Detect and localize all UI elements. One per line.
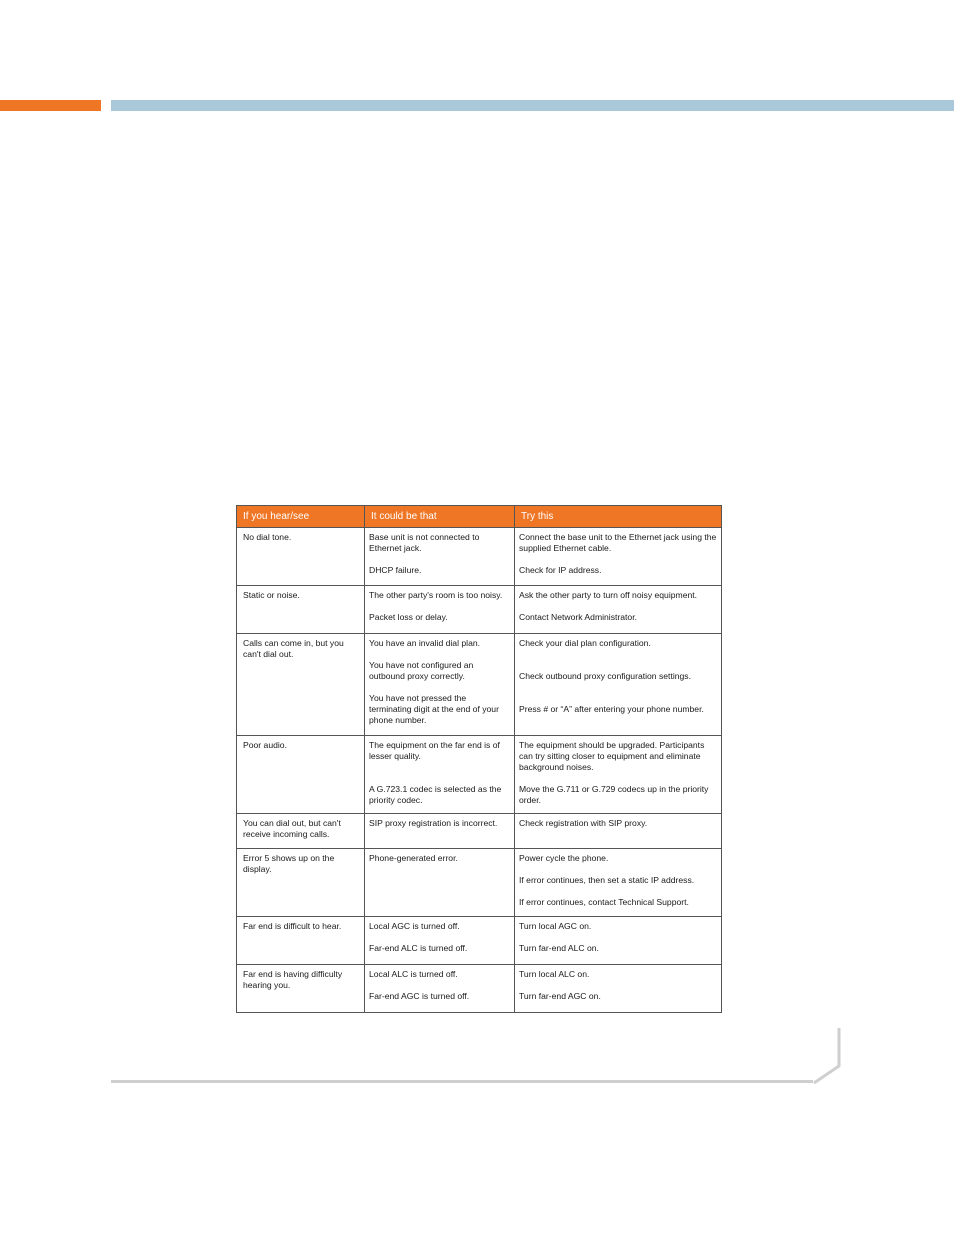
fix-text: Turn local AGC on. xyxy=(519,921,592,931)
cause-text: Local ALC is turned off. xyxy=(369,969,458,979)
fix-cell xyxy=(515,634,722,736)
cause-text: Packet loss or delay. xyxy=(369,612,448,622)
table-row xyxy=(237,849,722,917)
fix-text: Check outbound proxy configuration settings. xyxy=(519,671,691,681)
symptom-text: Poor audio. xyxy=(243,740,287,750)
symptom-cell xyxy=(237,917,365,965)
fix-text: Contact Network Administrator. xyxy=(519,612,637,622)
fix-text: Turn far-end AGC on. xyxy=(519,991,601,1001)
symptom-cell xyxy=(237,814,365,849)
table-row xyxy=(237,586,722,634)
fix-cell xyxy=(515,849,722,917)
cause-text: A G.723.1 codec is selected as the priority codec. xyxy=(369,784,502,805)
footer-rule xyxy=(111,1080,813,1083)
symptom-cell xyxy=(237,586,365,634)
cause-text: The other party's room is too noisy. xyxy=(369,590,503,600)
fix-text: Check registration with SIP proxy. xyxy=(519,818,648,828)
fix-text: Turn local ALC on. xyxy=(519,969,590,979)
symptom-text: Far end is having difficulty hearing you. xyxy=(243,969,343,990)
fix-cell xyxy=(515,814,722,849)
fix-text: The equipment should be upgraded. Participants can try sitting closer to equipment and eliminate background noises. xyxy=(519,740,705,772)
cause-text: Local AGC is turned off. xyxy=(369,921,460,931)
cause-cell xyxy=(365,634,515,736)
symptom-cell xyxy=(237,634,365,736)
cause-cell xyxy=(365,849,515,917)
table-row xyxy=(237,814,722,849)
cause-cell xyxy=(365,965,515,1013)
symptom-cell xyxy=(237,849,365,917)
fix-text: Ask the other party to turn off noisy equipment. xyxy=(519,590,698,600)
footer-corner-decoration xyxy=(808,1028,848,1086)
cause-text: Base unit is not connected to Ethernet jack. xyxy=(369,532,480,553)
table-row xyxy=(237,634,722,736)
symptom-text: Calls can come in, but you can't dial out. xyxy=(243,638,344,659)
cause-text: DHCP failure. xyxy=(369,565,422,575)
cause-cell xyxy=(365,586,515,634)
cause-text: SIP proxy registration is incorrect. xyxy=(369,818,498,828)
fix-cell xyxy=(515,917,722,965)
fix-text: Power cycle the phone. xyxy=(519,853,609,863)
cause-text: Phone-generated error. xyxy=(369,853,458,863)
cause-text: The equipment on the far end is of lesser quality. xyxy=(369,740,500,761)
fix-cell xyxy=(515,586,722,634)
fix-text: Turn far-end ALC on. xyxy=(519,943,599,953)
cause-text: You have not configured an outbound proxy correctly. xyxy=(369,660,474,681)
table-row xyxy=(237,917,722,965)
fix-text: Press # or “A” after entering your phone number. xyxy=(519,704,704,714)
table-row xyxy=(237,528,722,586)
symptom-text: You can dial out, but can't receive incoming calls. xyxy=(243,818,341,839)
cause-cell xyxy=(365,917,515,965)
symptom-cell xyxy=(237,528,365,586)
fix-text: Move the G.711 or G.729 codecs up in the priority order. xyxy=(519,784,709,805)
cause-text: Far-end AGC is turned off. xyxy=(369,991,470,1001)
fix-text: If error continues, then set a static IP address. xyxy=(519,875,695,885)
cause-cell xyxy=(365,814,515,849)
fix-cell xyxy=(515,736,722,814)
troubleshooting-table xyxy=(236,505,722,1013)
symptom-text: Far end is difficult to hear. xyxy=(243,921,342,931)
symptom-cell xyxy=(237,965,365,1013)
symptom-text: No dial tone. xyxy=(243,532,292,542)
cause-cell xyxy=(365,528,515,586)
table-row xyxy=(237,965,722,1013)
fix-text: Check for IP address. xyxy=(519,565,602,575)
cause-cell xyxy=(365,736,515,814)
cause-text: Far-end ALC is turned off. xyxy=(369,943,468,953)
header-fix: Try this xyxy=(515,506,722,528)
symptom-cell xyxy=(237,736,365,814)
cause-text: You have not pressed the terminating digit at the end of your phone number. xyxy=(369,693,499,725)
header-blue-bar xyxy=(111,100,954,111)
table-row xyxy=(237,736,722,814)
fix-cell xyxy=(515,965,722,1013)
table-header-row xyxy=(237,506,722,528)
header-cause: It could be that xyxy=(365,506,515,528)
fix-text: If error continues, contact Technical Support. xyxy=(519,897,689,907)
cause-text: You have an invalid dial plan. xyxy=(369,638,481,648)
fix-text: Check your dial plan configuration. xyxy=(519,638,651,648)
symptom-text: Error 5 shows up on the display. xyxy=(243,853,335,874)
symptom-text: Static or noise. xyxy=(243,590,300,600)
fix-cell xyxy=(515,528,722,586)
fix-text: Connect the base unit to the Ethernet jack using the supplied Ethernet cable. xyxy=(519,532,717,553)
header-symptom: If you hear/see xyxy=(237,506,365,528)
header-orange-bar xyxy=(0,100,101,111)
